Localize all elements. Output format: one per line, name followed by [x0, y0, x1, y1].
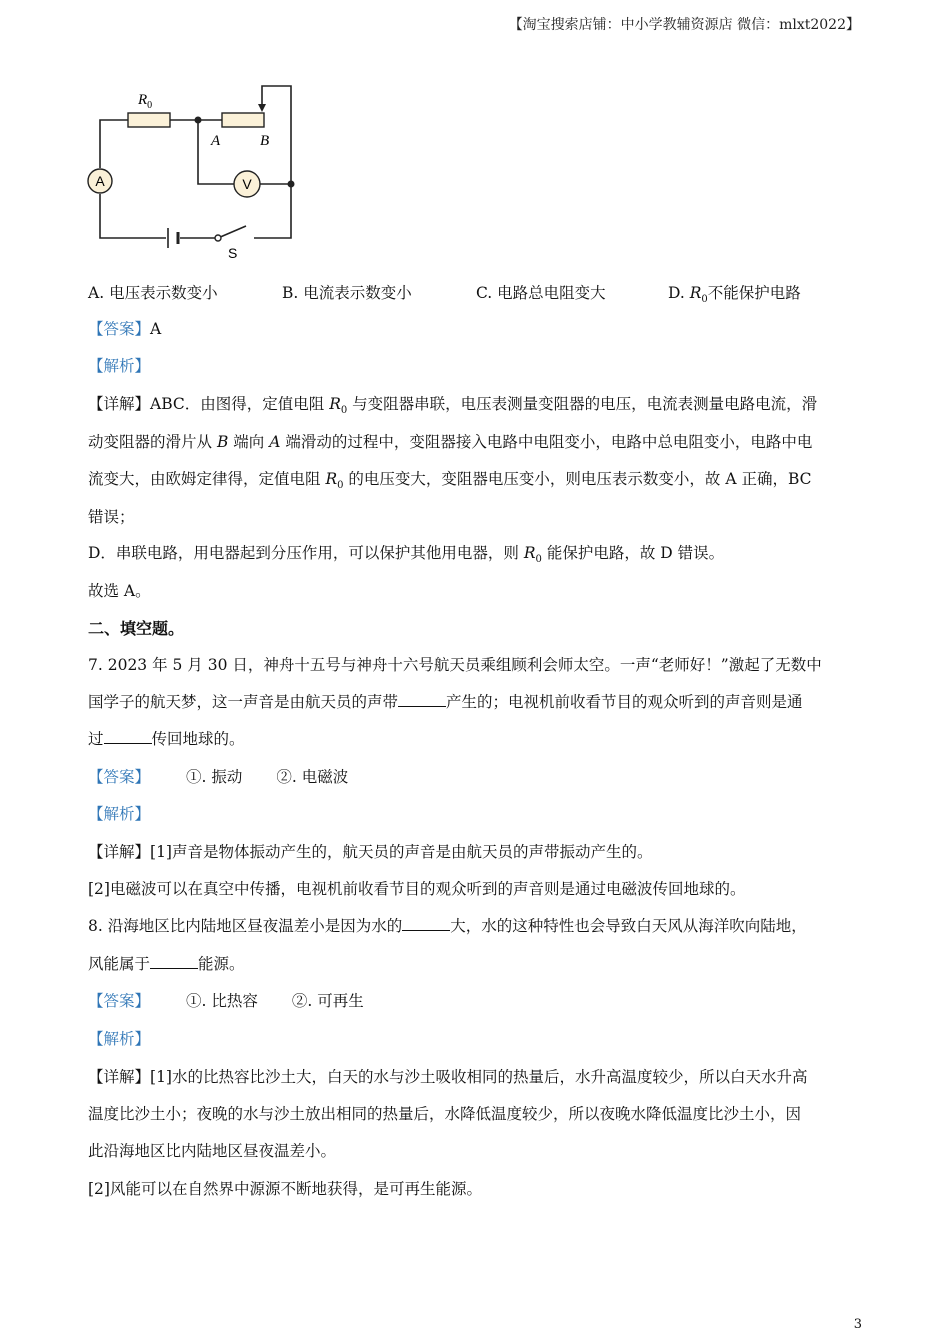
q7-detail-1: 【详解】[1]声音是物体振动产生的，航天员的声音是由航天员的声带振动产生的。	[88, 843, 653, 861]
option-b: B. 电流表示数变小	[282, 284, 412, 302]
q7-stem-line-3: 过 传回地球的。	[88, 730, 245, 748]
q8-detail-2: 温度比沙土小；夜晚的水与沙土放出相同的热量后，水降低温度较少，所以夜晚水降低温度比沙土小，因	[88, 1105, 802, 1123]
rheostat	[222, 113, 264, 127]
q6-answer: 【答案】A	[88, 320, 162, 338]
q8-stem-line-2: 风能属于 能源。	[88, 955, 245, 973]
option-c: C. 电路总电阻变大	[476, 284, 606, 302]
q7-analysis-tag: 【解析】	[88, 805, 151, 823]
wire-bottom-left	[100, 194, 166, 238]
wire-right-down	[254, 184, 291, 238]
option-a: A. 电压表示数变小	[88, 284, 218, 302]
q7-answer: 【答案】 ①. 振动 ②. 电磁波	[88, 768, 349, 786]
voltmeter-label: V	[242, 176, 252, 192]
blank	[398, 692, 446, 707]
wire-node-down	[198, 120, 234, 184]
q6-detail-line-1: 【详解】ABC．由图得，定值电阻 $R_0$ 与变阻器串联，电压表测量变阻器的电压，电流表测量电路电流，滑	[88, 395, 818, 417]
q7-detail-2: [2]电磁波可以在真空中传播，电视机前收看节目的观众听到的声音则是通过电磁波传回地球的。	[88, 880, 746, 898]
end-b-label: B	[260, 133, 270, 149]
q6-analysis-tag: 【解析】	[88, 357, 151, 375]
q7-stem-line-2: 国学子的航天梦，这一声音是由航天员的声带 产生的；电视机前收看节目的观众听到的声音则是通	[88, 693, 803, 711]
slider-arrow-icon	[258, 104, 266, 112]
section-title: 二、填空题。	[88, 619, 185, 638]
option-d: D. $R_0$不能保护电路	[668, 284, 801, 306]
end-a-label: A	[211, 133, 221, 149]
q8-analysis-tag: 【解析】	[88, 1030, 151, 1048]
q8-detail-4: [2]风能可以在自然界中源源不断地获得，是可再生能源。	[88, 1180, 482, 1198]
q6-conclusion: 故选 A。	[88, 582, 151, 600]
junction-node	[195, 117, 202, 124]
r0-label: $R_0$	[138, 92, 153, 111]
blank	[104, 729, 152, 744]
q6-detail-line-3: 流变大，由欧姆定律得，定值电阻 $R_0$ 的电压变大，变阻器电压变小，则电压表示数变小，故 A 正确，BC	[88, 470, 812, 492]
junction-node	[288, 181, 295, 188]
q6-detail-line-4: 错误；	[88, 508, 135, 526]
resistor-r0	[128, 113, 170, 127]
blank	[402, 916, 450, 931]
q7-stem-line-1: 7. 2023 年 5 月 30 日，神舟十五号与神舟十六号航天员乘组顾利会师太空。一声“老师好！”激起了无数中	[88, 656, 822, 674]
circuit-diagram	[84, 80, 314, 260]
ammeter-label: A	[95, 173, 105, 189]
blank	[150, 954, 198, 969]
page-number: 3	[853, 1317, 862, 1332]
wire-left-top	[100, 120, 128, 168]
switch-blade	[218, 226, 246, 238]
switch-label: S	[228, 245, 238, 260]
q6-detail-line-2: 动变阻器的滑片从 B 端向 A 端滑动的过程中，变阻器接入电路中电阻变小，电路中总电阻变小，电路中电	[88, 433, 813, 451]
switch-contact	[215, 235, 221, 241]
q6-detail-line-5: D．串联电路，用电器起到分压作用，可以保护其他用电器，则 $R_0$ 能保护电路，故 D 错误。	[88, 544, 725, 566]
source-note: 【淘宝搜索店铺：中小学教辅资源店 微信：mlxt2022】	[508, 17, 860, 33]
q8-stem-line-1: 8. 沿海地区比内陆地区昼夜温差小是因为水的 大，水的这种特性也会导致白天风从海洋吹向陆地，	[88, 917, 807, 935]
q8-detail-1: 【详解】[1]水的比热容比沙土大，白天的水与沙土吸收相同的热量后，水升高温度较少，所以白天水升高	[88, 1068, 808, 1086]
q8-detail-3: 此沿海地区比内陆地区昼夜温差小。	[88, 1142, 337, 1160]
q8-answer: 【答案】 ①. 比热容 ②. 可再生	[88, 992, 364, 1010]
